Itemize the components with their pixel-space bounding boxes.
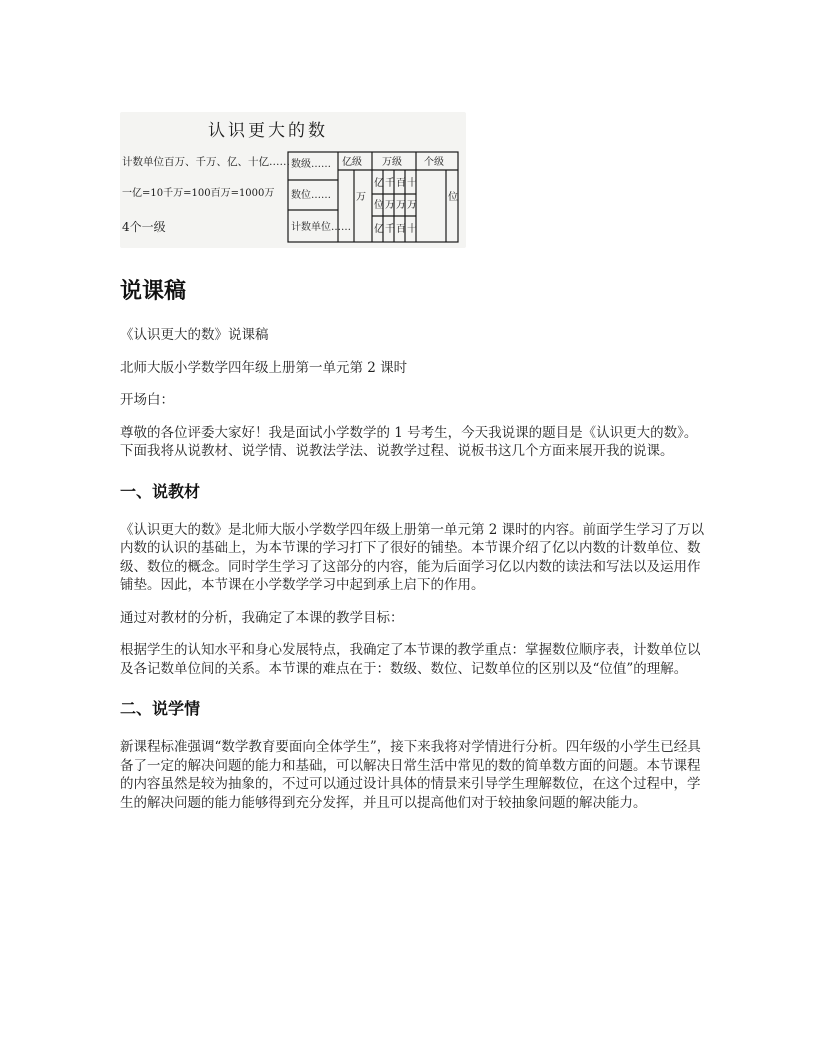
board-row-label-unit: 计数单位…… — [291, 222, 351, 233]
board-title: 认识更大的数 — [208, 121, 328, 141]
board-cell-top-2: 千 — [385, 178, 395, 189]
opening-label: 开场白： — [120, 392, 174, 408]
document-page — [120, 112, 710, 812]
section-heading-textbook: 一、说教材 — [120, 481, 201, 501]
board-cell-bot-4: 十 — [407, 224, 417, 235]
board-cell-yi-pos: 万 — [356, 192, 366, 203]
textbook-paragraph-2: 通过对教材的分析，我确定了本课的教学目标： — [120, 609, 404, 626]
board-place-value-table — [286, 150, 462, 246]
textbook-paragraph-1: 《认识更大的数》是北师大版小学数学四年级上册第一单元第 2 课时的内容。前面学生学习了万以内数的认识的基础上，为本节课的学习打下了很好的铺垫。本节课介绍了亿以内数的计数单位、数级、数位的概念。同时学生学习了这部分的内容，能为后面学习亿以内数的读法和写法以及运用作铺垫。因此，本节课在小学数学学习中起到承上启下的作用。 — [120, 521, 705, 593]
students-paragraph-1: 新课程标准强调“数学教育要面向全体学生”，接下来我将对学情进行分析。四年级的小学生已经具备了一定的解决问题的能力和基础，可以解决日常生活中常见的数的简单数方面的问题。本节课程的内容虽然是较为抽象的，不过可以通过设计具体的情景来引导学生理解数位，在这个过程中，学生的解决问题的能力能够得到充分发挥，并且可以提高他们对于较抽象问题的解决能力。 — [120, 739, 701, 811]
board-cell-top-1: 亿 — [374, 178, 384, 189]
board-group-yi: 亿级 — [342, 157, 362, 168]
board-group-ge: 个级 — [424, 157, 444, 168]
whiteboard-photo — [120, 112, 466, 248]
board-cell-mid-1: 位 — [374, 200, 384, 211]
board-row-label-position: 数位…… — [291, 190, 331, 201]
edition-paragraph: 北师大版小学数学四年级上册第一单元第 2 课时 — [120, 359, 408, 376]
textbook-paragraph-3: 根据学生的认知水平和身心发展特点，我确定了本节课的教学重点：掌握数位顺序表，计数单位以及各记数单位间的关系。本节课的难点在于：数级、数位、记数单位的区别以及“位值”的理解。 — [120, 642, 701, 677]
section-heading-students: 二、说学情 — [120, 699, 201, 718]
board-line-units: 计数单位百万、千万、亿、十亿…… — [122, 156, 290, 168]
board-row-label-level: 数级…… — [291, 159, 331, 170]
board-cell-mid-4: 万 — [407, 200, 417, 211]
board-group-wan: 万级 — [382, 157, 402, 168]
board-cell-bot-1: 亿 — [374, 224, 384, 235]
opening-paragraph: 尊敬的各位评委大家好！我是面试小学数学的 1 号考生，今天我说课的题目是《认识更大的数》。下面我将从说教材、说学情、说教法学法、说教学过程、说板书这几个方面来展开我的说课。 — [120, 424, 698, 459]
board-cell-bot-3: 百 — [396, 224, 406, 235]
board-cell-mid-3: 万 — [396, 200, 406, 211]
board-line-equation: 一亿=10千万=100百万=1000万 — [122, 188, 275, 199]
board-cell-top-3: 百 — [396, 178, 406, 189]
board-cell-bot-2: 千 — [385, 224, 395, 235]
board-cell-top-4: 十 — [407, 178, 417, 189]
board-cell-mid-2: 万 — [385, 200, 395, 211]
page-title: 说课稿 — [120, 279, 187, 304]
board-cell-ge-pos: 位 — [448, 192, 458, 203]
doc-title-paragraph: 《认识更大的数》说课稿 — [120, 327, 269, 343]
board-line-levels: 4个一级 — [122, 220, 166, 234]
